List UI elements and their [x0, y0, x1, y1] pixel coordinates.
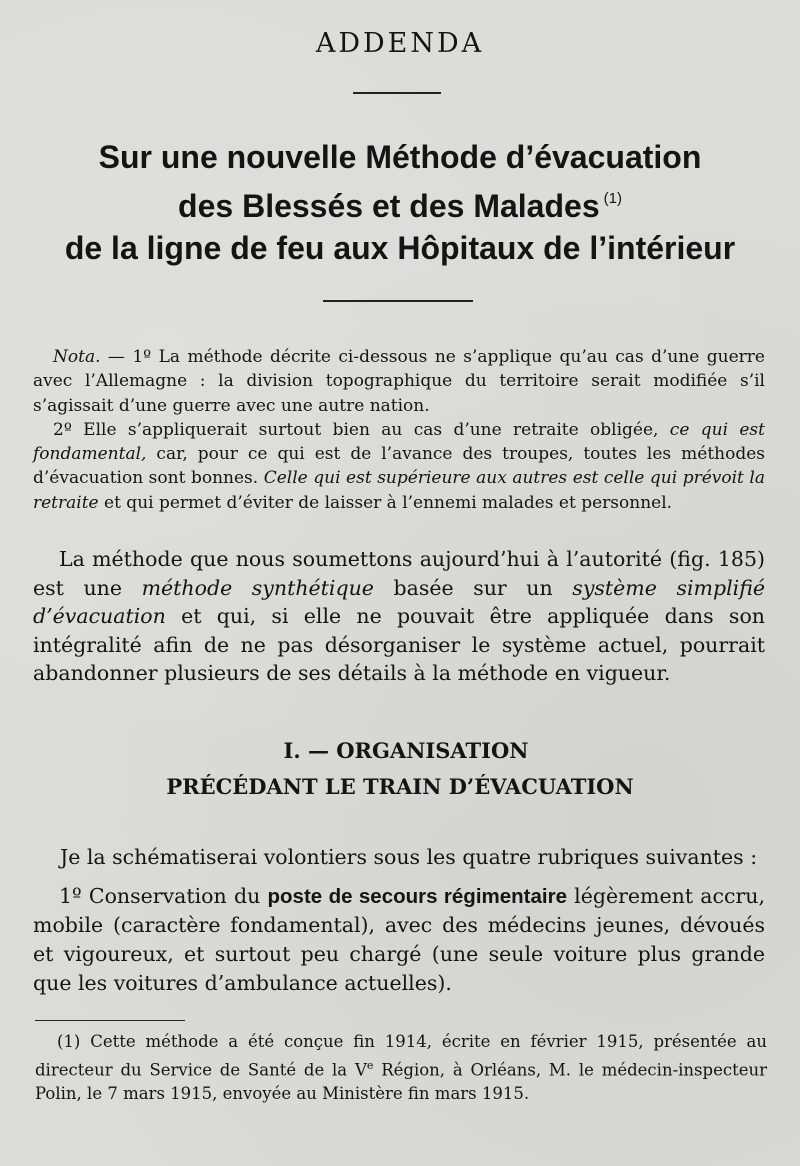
nota-p2-a: 2º Elle s’appliquerait surtout bien au cas d’une retraite obligée, — [53, 419, 670, 440]
nota-p2-c: car, pour ce qui est de l’avance des troupes, toutes les méthodes d’évacuation sont bonnes. — [33, 444, 765, 489]
title-rule-top — [353, 92, 441, 94]
nota-paragraph-2 — [33, 418, 765, 515]
section-heading — [0, 733, 800, 805]
title-line-2: des Blessés et des Malades — [178, 188, 600, 224]
item-1-bold: poste de secours régimentaire — [267, 885, 567, 908]
intro-text-a: La méthode que nous soumettons aujourd’hui à l’autorité (fig. 185) est une — [33, 547, 765, 600]
footnote-superscript: e — [366, 1058, 374, 1072]
footnote-rule — [35, 1020, 185, 1021]
section-heading-line-1: I. — ORGANISATION — [283, 738, 529, 763]
chapter-title — [0, 136, 800, 269]
intro-text-e: et qui, si elle ne pouvait être appliquée dans son intégralité afin de ne pas désorganiser le système actuel, pourrait abandonner plusieurs de ses détails à la méthode en vigueur. — [33, 604, 765, 685]
title-rule-bottom — [323, 300, 473, 302]
nota-p2-emphasis-2: Celle qui est supérieure aux autres est celle qui prévoit la retraite — [33, 468, 765, 513]
title-footnote-marker: (1) — [603, 190, 622, 207]
schema-paragraph: Je la schématiserai volontiers sous les quatre rubriques suivantes : — [60, 845, 758, 869]
item-1-text-a: 1º Conservation du — [59, 884, 268, 908]
nota-block — [33, 345, 765, 515]
item-1-paragraph — [33, 882, 765, 998]
intro-emphasis-2: système simplifié d’évacuation — [33, 575, 765, 628]
intro-text-c: basée sur un — [373, 575, 573, 600]
nota-p2-e: et qui permet d’éviter de laisser à l’ennemi malades et personnel. — [98, 492, 673, 513]
footnote-text-a: (1) Cette méthode a été conçue fin 1914, écrite en février 1915, présentée au directeur du Service de Santé de la V — [35, 1032, 767, 1079]
footnote-text-b: Région, à Orléans, M. le médecin-inspecteur Polin, le 7 mars 1915, envoyée au Ministère fin mars 1915. — [35, 1060, 768, 1103]
footnote — [35, 1030, 767, 1105]
nota-label: Nota. — [53, 347, 101, 367]
title-line-3: de la ligne de feu aux Hôpitaux de l’intérieur — [64, 230, 736, 266]
nota-paragraph-1 — [33, 345, 765, 418]
title-line-1: Sur une nouvelle Méthode d’évacuation — [98, 139, 702, 175]
running-title: ADDENDA — [315, 28, 485, 59]
section-heading-line-2: PRÉCÉDANT LE TRAIN D’ÉVACUATION — [166, 774, 634, 799]
item-1-text-c: légèrement accru, mobile (caractère fondamental), avec des médecins jeunes, dévoués et vigoureux, et surtout peu chargé (une seule voiture plus grande que les voitures d’ambulance actuelles). — [33, 884, 765, 995]
nota-p2-emphasis-1: ce qui est fondamental, — [33, 419, 765, 465]
intro-emphasis-1: méthode synthétique — [141, 575, 374, 600]
nota-p1-text: — 1º La méthode décrite ci-dessous ne s’applique qu’au cas d’une guerre avec l’Allemagne : la division topographique du territoire serait modifiée s’il s’agissait d’une guerre avec une autre nation. — [33, 347, 765, 416]
intro-paragraph — [33, 545, 765, 688]
